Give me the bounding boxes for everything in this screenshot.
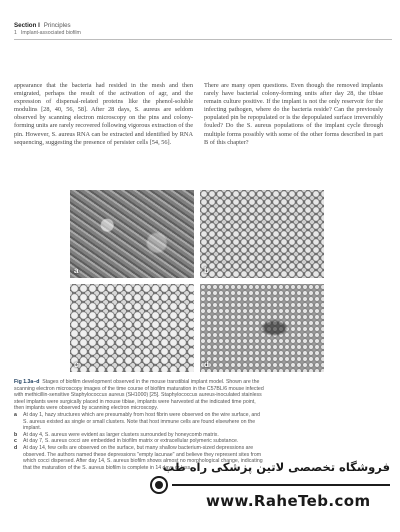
caption-item (14, 412, 264, 432)
watermark-url: www.RaheTeb.com (206, 492, 371, 510)
running-header-chapter (14, 30, 164, 37)
text-column-left (14, 82, 193, 147)
chapter-number: 1 (14, 30, 17, 36)
caption-item-letter: a (14, 411, 17, 418)
caption-item-text: At day 14, few cells are observed on the surface, but many shallow bacterium-sized depressions are observed. The authors named these depressions "empty lacunae" and believe they represent sites from which cocci dispersed. After day 14, S. aureus biofilm shows almost no morphological change, indicating that the maturation of the S. aureus biofilm is complete in 14 days or less. (23, 444, 263, 471)
caption-item-text: At day 7, S. aureus cocci are embedded in biofilm matrix or extracellular polymeric substance. (23, 438, 239, 445)
caption-text: Stages of biofilm development observed in the mouse transtibial implant model. Shown are the scanning electron microscopy images of the time course of biofilm maturation in the C57BL/6 mouse infected with methicillin-sensitive Staphylococcus aureus (SH1000) [25]. Staphylococcus aureus-inoculated stainless steel implants were surgically placed in mouse tibiae, implants were harvested at the indicated time point, then implants were observed by scanning electron microscopy. (14, 379, 264, 412)
caption-intro (14, 379, 264, 412)
raheteb-logo-icon (150, 476, 168, 494)
caption-item-text: At day 1, hazy structures which are presumably from host fibrin were observed on the wire surface, and S. aureus existed as single or small clusters. Note that host immune cells are found elsewhere on the implant. (23, 411, 261, 432)
raheteb-watermark (150, 456, 390, 520)
watermark-persian-text: فروشگاه تخصصی لاتین پزشکی راه طب (162, 460, 390, 474)
body-paragraph-right: There are many open questions. Even though the removed implants rarely have bacterial colony-forming units after day 28, the tibiae remain culture positive. If the implant is not the only reservoir for the infecting pathogen, where do the bacteria reside? Can the previously populated pin be repopulated or is the depopulated surface irreversibly fouled? Do the S. aureus populations of the implant cycle through multiple forms possibly with some of the other forms described in part B of this chapter? (204, 82, 383, 146)
header-divider (14, 39, 392, 40)
caption-item-letter: d (14, 444, 18, 451)
watermark-rule (172, 484, 390, 486)
caption-item (14, 432, 264, 439)
chapter-title: Implant-associated biofilm (20, 30, 81, 36)
running-header (14, 22, 164, 37)
caption-item-letter: c (14, 438, 17, 445)
caption-item (14, 438, 264, 445)
sem-figure (70, 190, 324, 372)
figure-panel-d (200, 284, 324, 372)
panel-letter-b: b (204, 266, 209, 275)
panel-letter-a: a (74, 266, 79, 275)
body-paragraph-left: appearance that the bacteria had resided in the mesh and then emigrated, perhaps the result of the activation of agr, and the expression of dispersal-related proteins like the phenol-soluble modulins [28, 40, 56, 58]. After 28 days, S. aureus are seldom observed by scanning electron microscopy on the pins and colony-forming units are rarely recovered following vigorous extraction of the pin. However, S. aureus RNA can be extracted and identified by RNA sequencing, suggesting the presence of persister cells [54, 56]. (14, 82, 193, 146)
figure-panel-b (200, 190, 324, 278)
caption-item-letter: b (14, 431, 18, 438)
figure-panel-c (70, 284, 194, 372)
section-label: Section I (14, 22, 40, 29)
text-column-right (204, 82, 383, 147)
panel-letter-d: d (204, 360, 209, 369)
running-header-section (14, 22, 164, 30)
figure-panel-a (70, 190, 194, 278)
part-label: Principles (43, 22, 71, 29)
caption-item-text: At day 4, S. aureus were evident as larger clusters surrounded by honeycomb matrix. (23, 431, 219, 438)
panel-letter-c: c (74, 360, 79, 369)
figure-label: Fig 1.3a–d (14, 379, 40, 385)
